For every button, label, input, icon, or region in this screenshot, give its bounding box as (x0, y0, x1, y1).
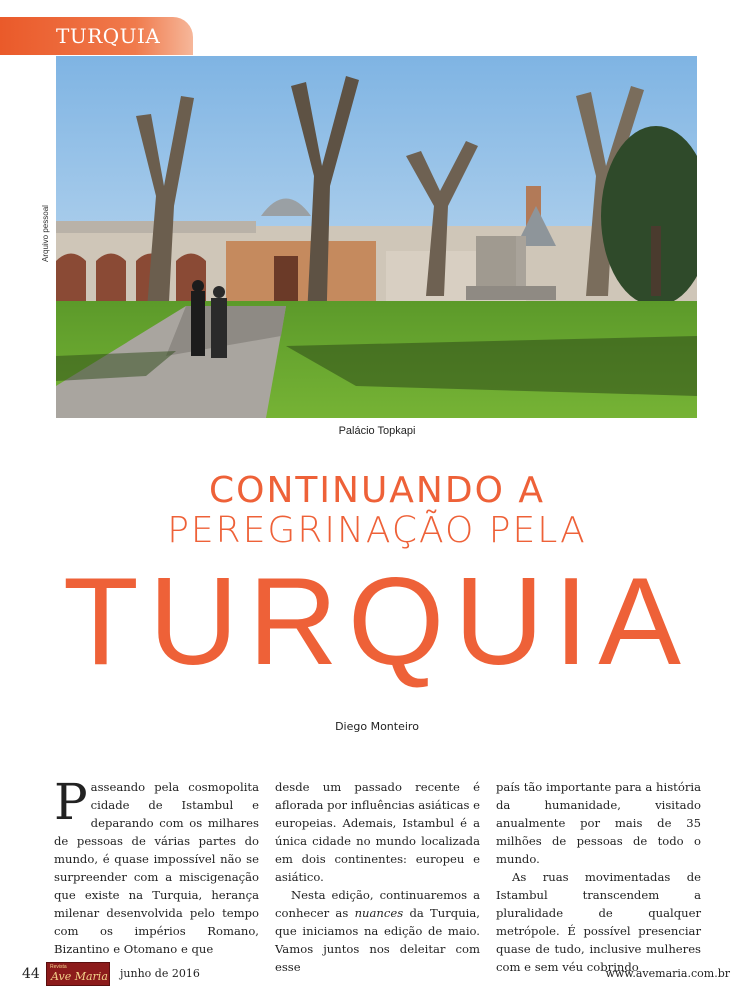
body-paragraph: desde um passado recente é aflorada por influências asiáticas e europeias. Ademais, Istambul é a única cidade no mundo localizada em dois continentes: europeu e asiático. (275, 780, 480, 884)
paragraph-text: Nesta edição, continuaremos a conhecer as (275, 888, 480, 920)
topkapi-photo (56, 56, 697, 418)
paragraph-text: asseando pela cosmopolita cidade de Istambul e deparando com os milhares de pessoas de várias partes do mundo, é quase impossível não se surpreender com a miscigenação que existe na Turquia, herança milenar desenvolvida pelo tempo com os impérios Romano, Bizantino e Otomano e que (54, 780, 259, 956)
body-column-3 (496, 778, 701, 976)
body-paragraph (54, 773, 259, 958)
website-url: www.avemaria.com.br (605, 967, 730, 980)
photo-credit: Arquivo pessoal (41, 205, 50, 262)
headline-line-2: PEREGRINAÇÃO PELA (167, 510, 587, 551)
magazine-logo (46, 962, 110, 986)
page-footer (0, 962, 754, 986)
drop-cap: P (54, 773, 88, 831)
section-label: TURQUIA (56, 24, 161, 48)
photo-illustration (56, 56, 697, 418)
body-column-1 (54, 773, 259, 958)
headline-main: TURQUIA (63, 553, 691, 691)
body-column-2 (275, 778, 480, 976)
logo-small-text: Revista (50, 964, 67, 970)
paragraph-text: da Turquia, que iniciamos na edição de maio. Vamos juntos nos deleitar com esse (275, 906, 480, 974)
photo-caption: Palácio Topkapi (338, 425, 416, 437)
page-number: 44 (22, 966, 40, 982)
emphasis-text: nuances (354, 906, 404, 920)
byline-author: Diego Monteiro (335, 720, 419, 733)
logo-main-text: Ave Maria (51, 970, 108, 983)
body-paragraph: país tão importante para a história da humanidade, visitado anualmente por mais de 35 milhões de pessoas de todo o mundo. (496, 780, 701, 866)
section-tab (0, 17, 193, 55)
body-paragraph: As ruas movimentadas de Istambul transcendem a pluralidade de qualquer metrópole. É possível presenciar quase de tudo, inclusive mulheres com e sem véu cobrindo (496, 870, 701, 974)
issue-date: junho de 2016 (120, 967, 200, 980)
headline-line-1: CONTINUANDO A (209, 470, 545, 511)
